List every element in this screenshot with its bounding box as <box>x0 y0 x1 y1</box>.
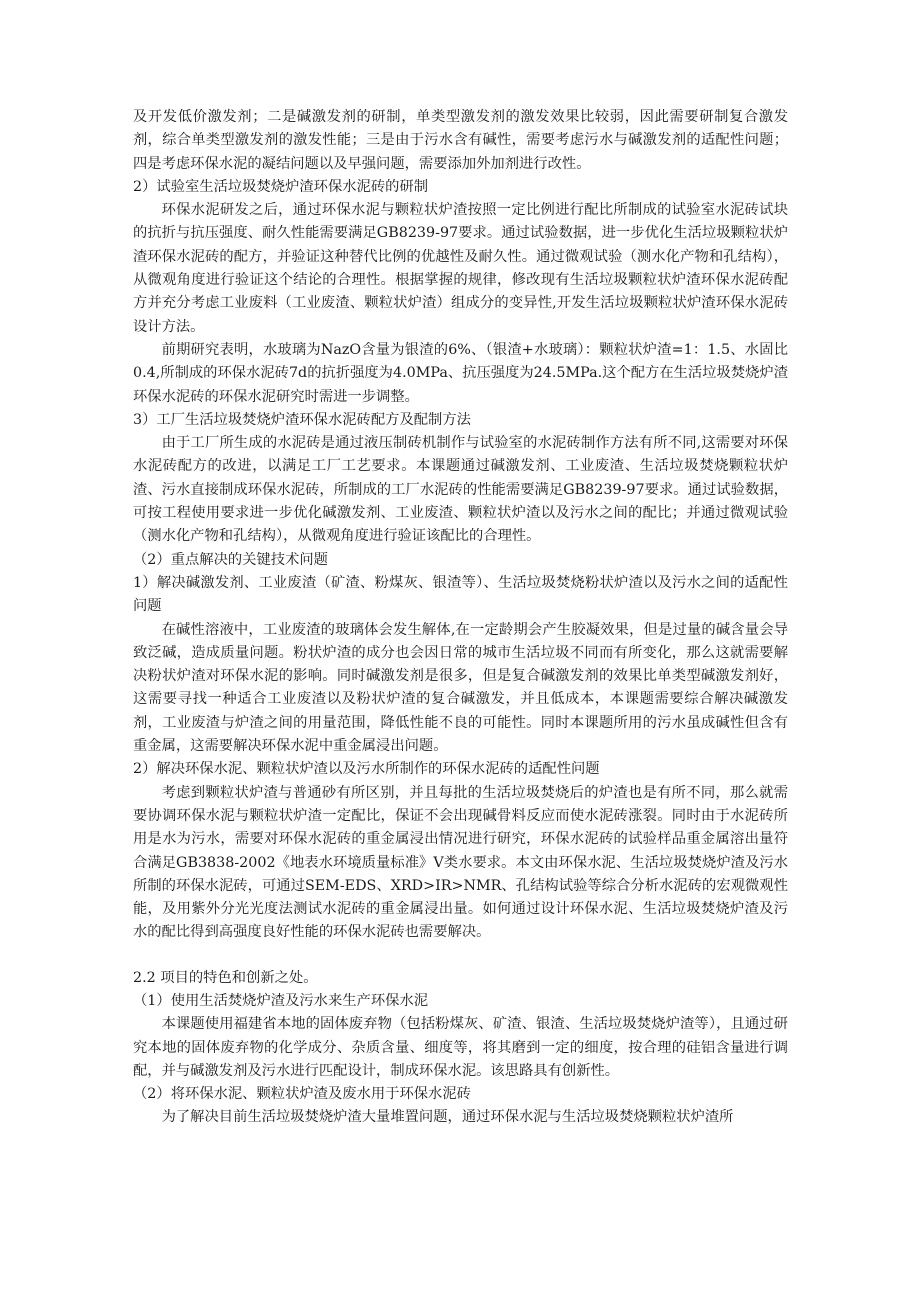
paragraph-prior-research: 前期研究表明，水玻璃为NazO含量为银渣的6%、（银渣+水玻璃）：颗粒状炉渣=1：1.5、水固比0.4,所制成的环保水泥砖7d的抗折强度为4.0MPa、抗压强度为24.5MPa.这个配方在生活垃圾焚烧炉渣环保水泥砖的环保水泥研究时需进一步调整。 <box>133 341 789 405</box>
paragraph-innovation-1: 本课题使用福建省本地的固体废弃物（包括粉煤灰、矿渣、银渣、生活垃圾焚烧炉渣等），且通过研究本地的固体废弃物的化学成分、杂质含量、细度等，将其磨到一定的细度，按合理的硅铝含量进行调配，并与碱激发剂及污水进行匹配设计，制成环保水泥。该思路具有创新性。 <box>133 1016 788 1079</box>
section-heading-innovation-2: （2）将环保水泥、颗粒状炉渣及废水用于环保水泥砖 <box>133 1086 471 1103</box>
paragraph-compatibility-1: 在碱性溶液中，工业废渣的玻璃体会发生解体,在一定龄期会产生胶凝效果，但是过量的碱含量会导致泛碱，造成质量问题。粉状炉渣的成分也会因日常的城市生活垃圾不同而有所变化，那么这就需要解决粉状炉渣对环保水泥的影响。同时碱激发剂是很多，但是复合碱激发剂的效果比单类型碱激发剂好，这需要寻找一种适合工业废渣以及粉状炉渣的复合碱激发，并且低成本，本课题需要综合解决碱激发剂，工业废渣与炉渣之间的用量范围，降低性能不良的可能性。同时本课题所用的污水虽成碱性但含有重金属，这需要解决环保水泥中重金属浸出问题。 <box>133 621 788 755</box>
section-heading-innovation: 2.2 项目的特色和创新之处。 <box>133 969 318 986</box>
section-heading-lab-brick: 2）试验室生活垃圾焚烧炉渣环保水泥砖的研制 <box>133 178 429 195</box>
section-heading-key-problems: （2）重点解决的关键技术问题 <box>133 551 328 568</box>
section-heading-factory-brick: 3）工厂生活垃圾焚烧炉渣环保水泥砖配方及配制方法 <box>133 411 471 428</box>
paragraph-spacer <box>133 945 788 967</box>
section-heading-innovation-1: （1）使用生活焚烧炉渣及污水来生产环保水泥 <box>133 992 429 1009</box>
document-page <box>133 106 788 1130</box>
section-heading-compatibility-1: 1）解决碱激发剂、工业废渣（矿渣、粉煤灰、银渣等）、生活垃圾焚烧粉状炉渣以及污水之间的适配性问题 <box>133 574 788 615</box>
paragraph-continued: 及开发低价激发剂；二是碱激发剂的研制，单类型激发剂的激发效果比较弱，因此需要研制复合激发剂，综合单类型激发剂的激发性能；三是由于污水含有碱性，需要考虑污水与碱激发剂的适配性问题；四是考虑环保水泥的凝结问题以及早强问题，需要添加外加剂进行改性。 <box>133 109 788 172</box>
section-heading-compatibility-2: 2）解决环保水泥、颗粒状炉渣以及污水所制作的环保水泥砖的适配性问题 <box>133 761 600 778</box>
paragraph-innovation-2: 为了解决目前生活垃圾焚烧炉渣大量堆置问题，通过环保水泥与生活垃圾焚烧颗粒状炉渣所 <box>161 1109 734 1126</box>
paragraph-lab-brick: 环保水泥研发之后，通过环保水泥与颗粒状炉渣按照一定比例进行配比所制成的试验室水泥砖试块的抗折与抗压强度、耐久性能需要满足GB8239-97要求。通过试验数据，进一步优化生活垃圾颗粒状炉渣环保水泥砖的配方，并验证这种替代比例的优越性及耐久性。通过微观试验（测水化产物和孔结构），从微观角度进行验证这个结论的合理性。根据掌握的规律，修改现有生活垃圾颗粒状炉渣环保水泥砖配方并充分考虑工业废料（工业废渣、颗粒状炉渣）组成分的变异性,开发生活垃圾颗粒状炉渣环保水泥砖设计方法。 <box>133 202 788 335</box>
paragraph-compatibility-2: 考虑到颗粒状炉渣与普通砂有所区别，并且每批的生活垃圾焚烧后的炉渣也是有所不同，那么就需要协调环保水泥与颗粒状炉渣一定配比，保证不会出现碱骨料反应而使水泥砖涨裂。同时由于水泥砖所用是水为污水，需要对环保水泥砖的重金属浸出情况进行研究，环保水泥砖的试验样品重金属溶出量符合满足GB3838-2002《地表水环境质量标准》V类水要求。本文由环保水泥、生活垃圾焚烧炉渣及污水所制的环保水泥砖，可通过SEM-EDS、XRD>IR>NMR、孔结构试验等综合分析水泥砖的宏观微观性能，及用紫外分光光度法测试水泥砖的重金属浸出量。如何通过设计环保水泥、生活垃圾焚烧炉渣及污水的配比得到高强度良好性能的环保水泥砖也需要解决。 <box>133 784 788 941</box>
paragraph-factory-brick: 由于工厂所生成的水泥砖是通过液压制砖机制作与试验室的水泥砖制作方法有所不同,这需要对环保水泥砖配方的改进，以满足工厂工艺要求。本课题通过碱激发剂、工业废渣、生活垃圾焚烧颗粒状炉渣、污水直接制成环保水泥砖，所制成的工厂水泥砖的性能需要满足GB8239-97要求。通过试验数据，可按工程使用要求进一步优化碱激发剂、工业废渣、颗粒状炉渣以及污水之间的配比；并通过微观试验（测水化产物和孔结构），从微观角度进行验证该配比的合理性。 <box>133 435 788 545</box>
